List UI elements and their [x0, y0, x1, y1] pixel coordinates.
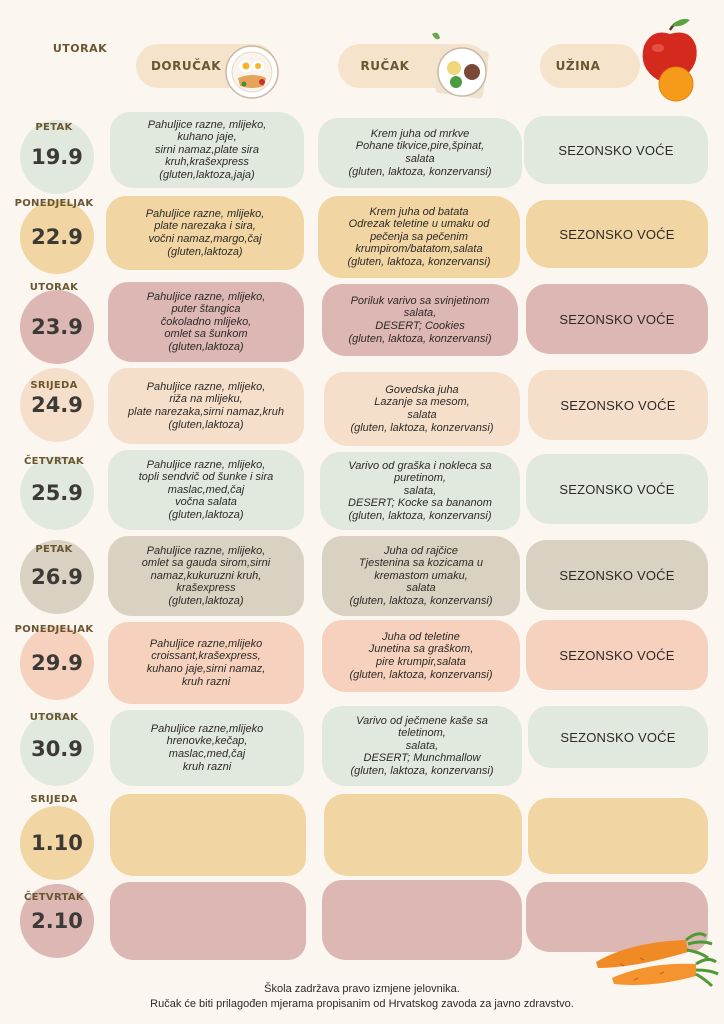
- breakfast-cell: [108, 282, 304, 362]
- breakfast-text: Pahuljice razne, mlijeko, topli sendvič od šunke i sira maslac,med,čaj vočna salata (gluten,laktoza): [138, 458, 274, 521]
- row-date: 24.9: [31, 393, 83, 417]
- breakfast-cell: [110, 112, 304, 188]
- snack-text: SEZONSKO VOĆE: [560, 397, 676, 413]
- row-date: 2.10: [31, 909, 83, 933]
- lunch-text: Juha od rajčice Tjestenina sa kozicama u kremastom umaku, salata (gluten, laktoza, konzervansi): [349, 544, 493, 607]
- row-date: 1.10: [31, 831, 83, 855]
- snack-text: SEZONSKO VOĆE: [559, 226, 675, 242]
- row-day-label: PETAK: [35, 122, 73, 133]
- row-date-circle: [20, 290, 94, 364]
- breakfast-cell: [110, 710, 304, 786]
- lunch-text: Krem juha od mrkve Pohane tikvice,pire,špinat, salata (gluten, laktoza, konzervansi): [348, 127, 492, 178]
- lunch-cell: [322, 284, 518, 356]
- row-day-label: PONEDJELJAK: [14, 198, 94, 209]
- row-day-label: UTORAK: [29, 282, 79, 293]
- lunch-cell: [324, 372, 520, 446]
- breakfast-cell: [108, 368, 304, 444]
- breakfast-cell: [106, 196, 304, 270]
- row-date-circle: [20, 456, 94, 530]
- row-date: 29.9: [31, 651, 83, 675]
- snack-cell: [526, 620, 708, 690]
- header-snack: [540, 44, 640, 88]
- footer-line-1: Škola zadržava pravo izmjene jelovnika.: [264, 983, 460, 995]
- row-day-label: SRIJEDA: [30, 794, 78, 805]
- row-day-label: UTORAK: [29, 712, 79, 723]
- breakfast-text: Pahuljice razne, mlijeko, kuhano jaje, sirni namaz,plate sira kruh,krašexpress (gluten,laktoza,jaja): [147, 118, 267, 181]
- lunch-cell: [322, 620, 520, 692]
- apple-orange-icon: [636, 16, 706, 104]
- row-date-circle: [20, 712, 94, 786]
- lunch-text: Varivo od graška i nokleca sa puretinom, salata, DESERT; Kocke sa bananom (gluten, laktoza, konzervansi): [348, 459, 492, 522]
- lunch-cell: [324, 794, 522, 876]
- breakfast-cell: [110, 882, 306, 960]
- breakfast-cell: [108, 536, 304, 616]
- snack-text: SEZONSKO VOĆE: [559, 567, 675, 583]
- lunch-cell: [322, 536, 520, 616]
- breakfast-plate-icon: [224, 44, 280, 100]
- row-date: 19.9: [31, 145, 83, 169]
- header-snack-label: UŽINA: [555, 59, 601, 73]
- snack-text: SEZONSKO VOĆE: [559, 311, 675, 327]
- row-date: 23.9: [31, 315, 83, 339]
- row-date: 26.9: [31, 565, 83, 589]
- lunch-cell: [318, 118, 522, 188]
- breakfast-text: Pahuljice razne, mlijeko, omlet sa gauda sirom,sirni namaz,kukuruzni kruh, krašexpress (gluten,laktoza): [141, 544, 271, 607]
- footer-note: [60, 982, 664, 1012]
- breakfast-cell: [108, 450, 304, 530]
- lunch-text: Krem juha od batata Odrezak teletine u umaku od pečenja sa pečenim krumpirom/batatom,salata (gluten, laktoza, konzervansi): [347, 205, 491, 268]
- row-date-circle: [20, 200, 94, 274]
- snack-cell: [526, 540, 708, 610]
- row-date-circle: [20, 626, 94, 700]
- snack-text: SEZONSKO VOĆE: [559, 647, 675, 663]
- lunch-text: Govedska juha Lazanje sa mesom, salata (gluten, laktoza, konzervansi): [350, 383, 494, 434]
- lunch-text: Juha od teletine Junetina sa graškom, pire krumpir,salata (gluten, laktoza, konzervansi): [349, 630, 493, 681]
- breakfast-text: Pahuljice razne, mlijeko, plate narezaka i sira, vočni namaz,margo,čaj (gluten,laktoza): [145, 207, 265, 258]
- lunch-plate-icon: [424, 28, 494, 100]
- lunch-cell: [322, 706, 522, 786]
- row-day-label: ČETVRTAK: [24, 456, 84, 467]
- snack-text: SEZONSKO VOĆE: [560, 729, 676, 745]
- lunch-cell: [322, 880, 522, 960]
- snack-text: SEZONSKO VOĆE: [558, 142, 674, 158]
- lunch-text: Poriluk varivo sa svinjetinom salata, DESERT; Cookies (gluten, laktoza, konzervansi): [348, 294, 492, 345]
- row-date: 30.9: [31, 737, 83, 761]
- row-date-circle: [20, 806, 94, 880]
- row-day-label: PETAK: [35, 544, 73, 555]
- lunch-cell: [320, 452, 520, 530]
- corner-day-label: UTORAK: [52, 42, 108, 55]
- lunch-text: Varivo od ječmene kaše sa teletinom, salata, DESERT; Munchmallow (gluten, laktoza, konzervansi): [350, 714, 494, 777]
- breakfast-cell: [108, 622, 304, 704]
- snack-cell: [528, 370, 708, 440]
- snack-cell: [524, 116, 708, 184]
- header-lunch-label: RUČAK: [360, 59, 410, 73]
- header-breakfast-label: DORUČAK: [150, 59, 222, 73]
- footer-line-2: Ručak će biti prilagođen mjerama propisanim od Hrvatskog zavoda za javno zdravstvo.: [150, 998, 574, 1010]
- snack-cell: [528, 706, 708, 768]
- row-date: 22.9: [31, 225, 83, 249]
- row-day-label: PONEDJELJAK: [14, 624, 94, 635]
- row-day-label: ČETVRTAK: [24, 892, 84, 903]
- snack-cell: [526, 200, 708, 268]
- breakfast-text: Pahuljice razne, mlijeko, riža na mlijeku, plate narezaka,sirni namaz,kruh (gluten,laktoza): [128, 380, 284, 431]
- breakfast-text: Pahuljice razne,mlijeko hrenovke,kečap, maslac,med,čaj kruh razni: [150, 722, 264, 773]
- lunch-cell: [318, 196, 520, 278]
- breakfast-text: Pahuljice razne,mlijeko croissant,krašexpress, kuhano jaje,sirni namaz, kruh razni: [146, 637, 266, 688]
- snack-cell: [526, 284, 708, 354]
- snack-cell: [528, 798, 708, 874]
- snack-cell: [526, 454, 708, 524]
- breakfast-text: Pahuljice razne, mlijeko, puter štangica čokoladno mlijeko, omlet sa šunkom (gluten,laktoza): [146, 290, 266, 353]
- breakfast-cell: [110, 794, 306, 876]
- row-date: 25.9: [31, 481, 83, 505]
- snack-text: SEZONSKO VOĆE: [559, 481, 675, 497]
- row-day-label: SRIJEDA: [30, 380, 78, 391]
